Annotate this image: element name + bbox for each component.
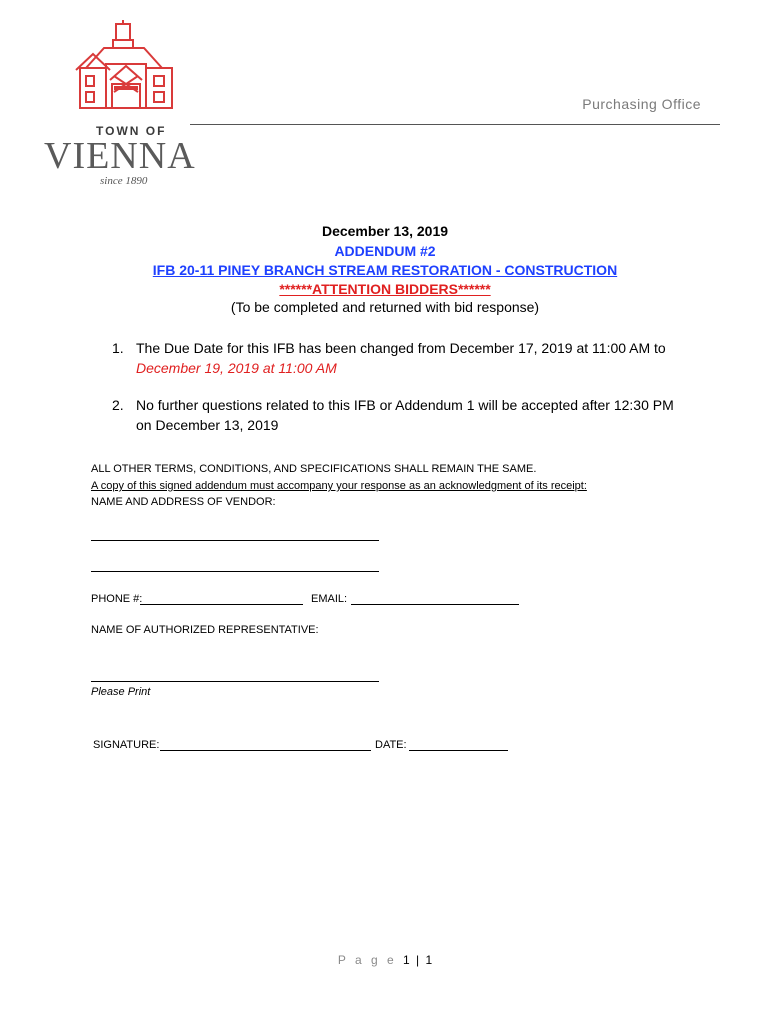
date-field[interactable] [409,750,508,751]
acknowledgment-statement: A copy of this signed addendum must accompany your response as an acknowledgment of its receipt: [91,480,587,492]
header-divider [190,124,720,125]
addendum-title: ADDENDUM #2 [334,243,436,259]
new-due-date: December 19, 2019 at 11:00 AM [136,360,337,376]
town-hall-building-icon [74,20,174,112]
date-label: DATE: [375,739,407,751]
town-logo [44,20,204,190]
vendor-address-field[interactable] [91,571,379,572]
item-text: No further questions related to this IFB or Addendum 1 will be accepted after 12:30 PM on December 13, 2019 [136,397,674,433]
signature-label: SIGNATURE: [93,739,160,751]
item-text-main: The Due Date for this IFB has been changed from December 17, 2019 at 11:00 AM to [136,340,666,356]
logo-vienna: VIENNA [44,135,196,177]
representative-field[interactable] [91,681,379,682]
instruction-note: (To be completed and returned with bid response) [230,299,540,315]
terms-statement: ALL OTHER TERMS, CONDITIONS, AND SPECIFICATIONS SHALL REMAIN THE SAME. [91,463,537,475]
total-pages: 1 [425,953,433,967]
email-field[interactable] [351,604,519,605]
notice-date: December 13, 2019 [321,223,449,239]
please-print-label: Please Print [91,686,151,698]
purchasing-office-label: Purchasing Office [582,96,701,112]
logo-since: since 1890 [100,175,148,187]
item-number: 2. [112,397,124,413]
signature-field[interactable] [160,750,371,751]
page-separator: | [416,953,420,967]
vendor-name-field[interactable] [91,540,379,541]
page-number: 1 [402,953,410,967]
phone-field[interactable] [140,604,303,605]
ifb-title: IFB 20-11 PINEY BRANCH STREAM RESTORATION - CONSTRUCTION [152,262,618,278]
attention-bidders: ******ATTENTION BIDDERS****** [279,281,491,297]
item-number: 1. [112,340,124,356]
item-text [136,338,706,378]
email-label: EMAIL: [311,593,348,605]
representative-label: NAME OF AUTHORIZED REPRESENTATIVE: [91,624,319,636]
phone-label: PHONE #: [91,593,143,605]
vendor-label: NAME AND ADDRESS OF VENDOR: [91,496,276,508]
page-footer [0,953,770,967]
page-word: P a g e [337,953,397,967]
logo-town-of: TOWN OF [96,124,167,138]
